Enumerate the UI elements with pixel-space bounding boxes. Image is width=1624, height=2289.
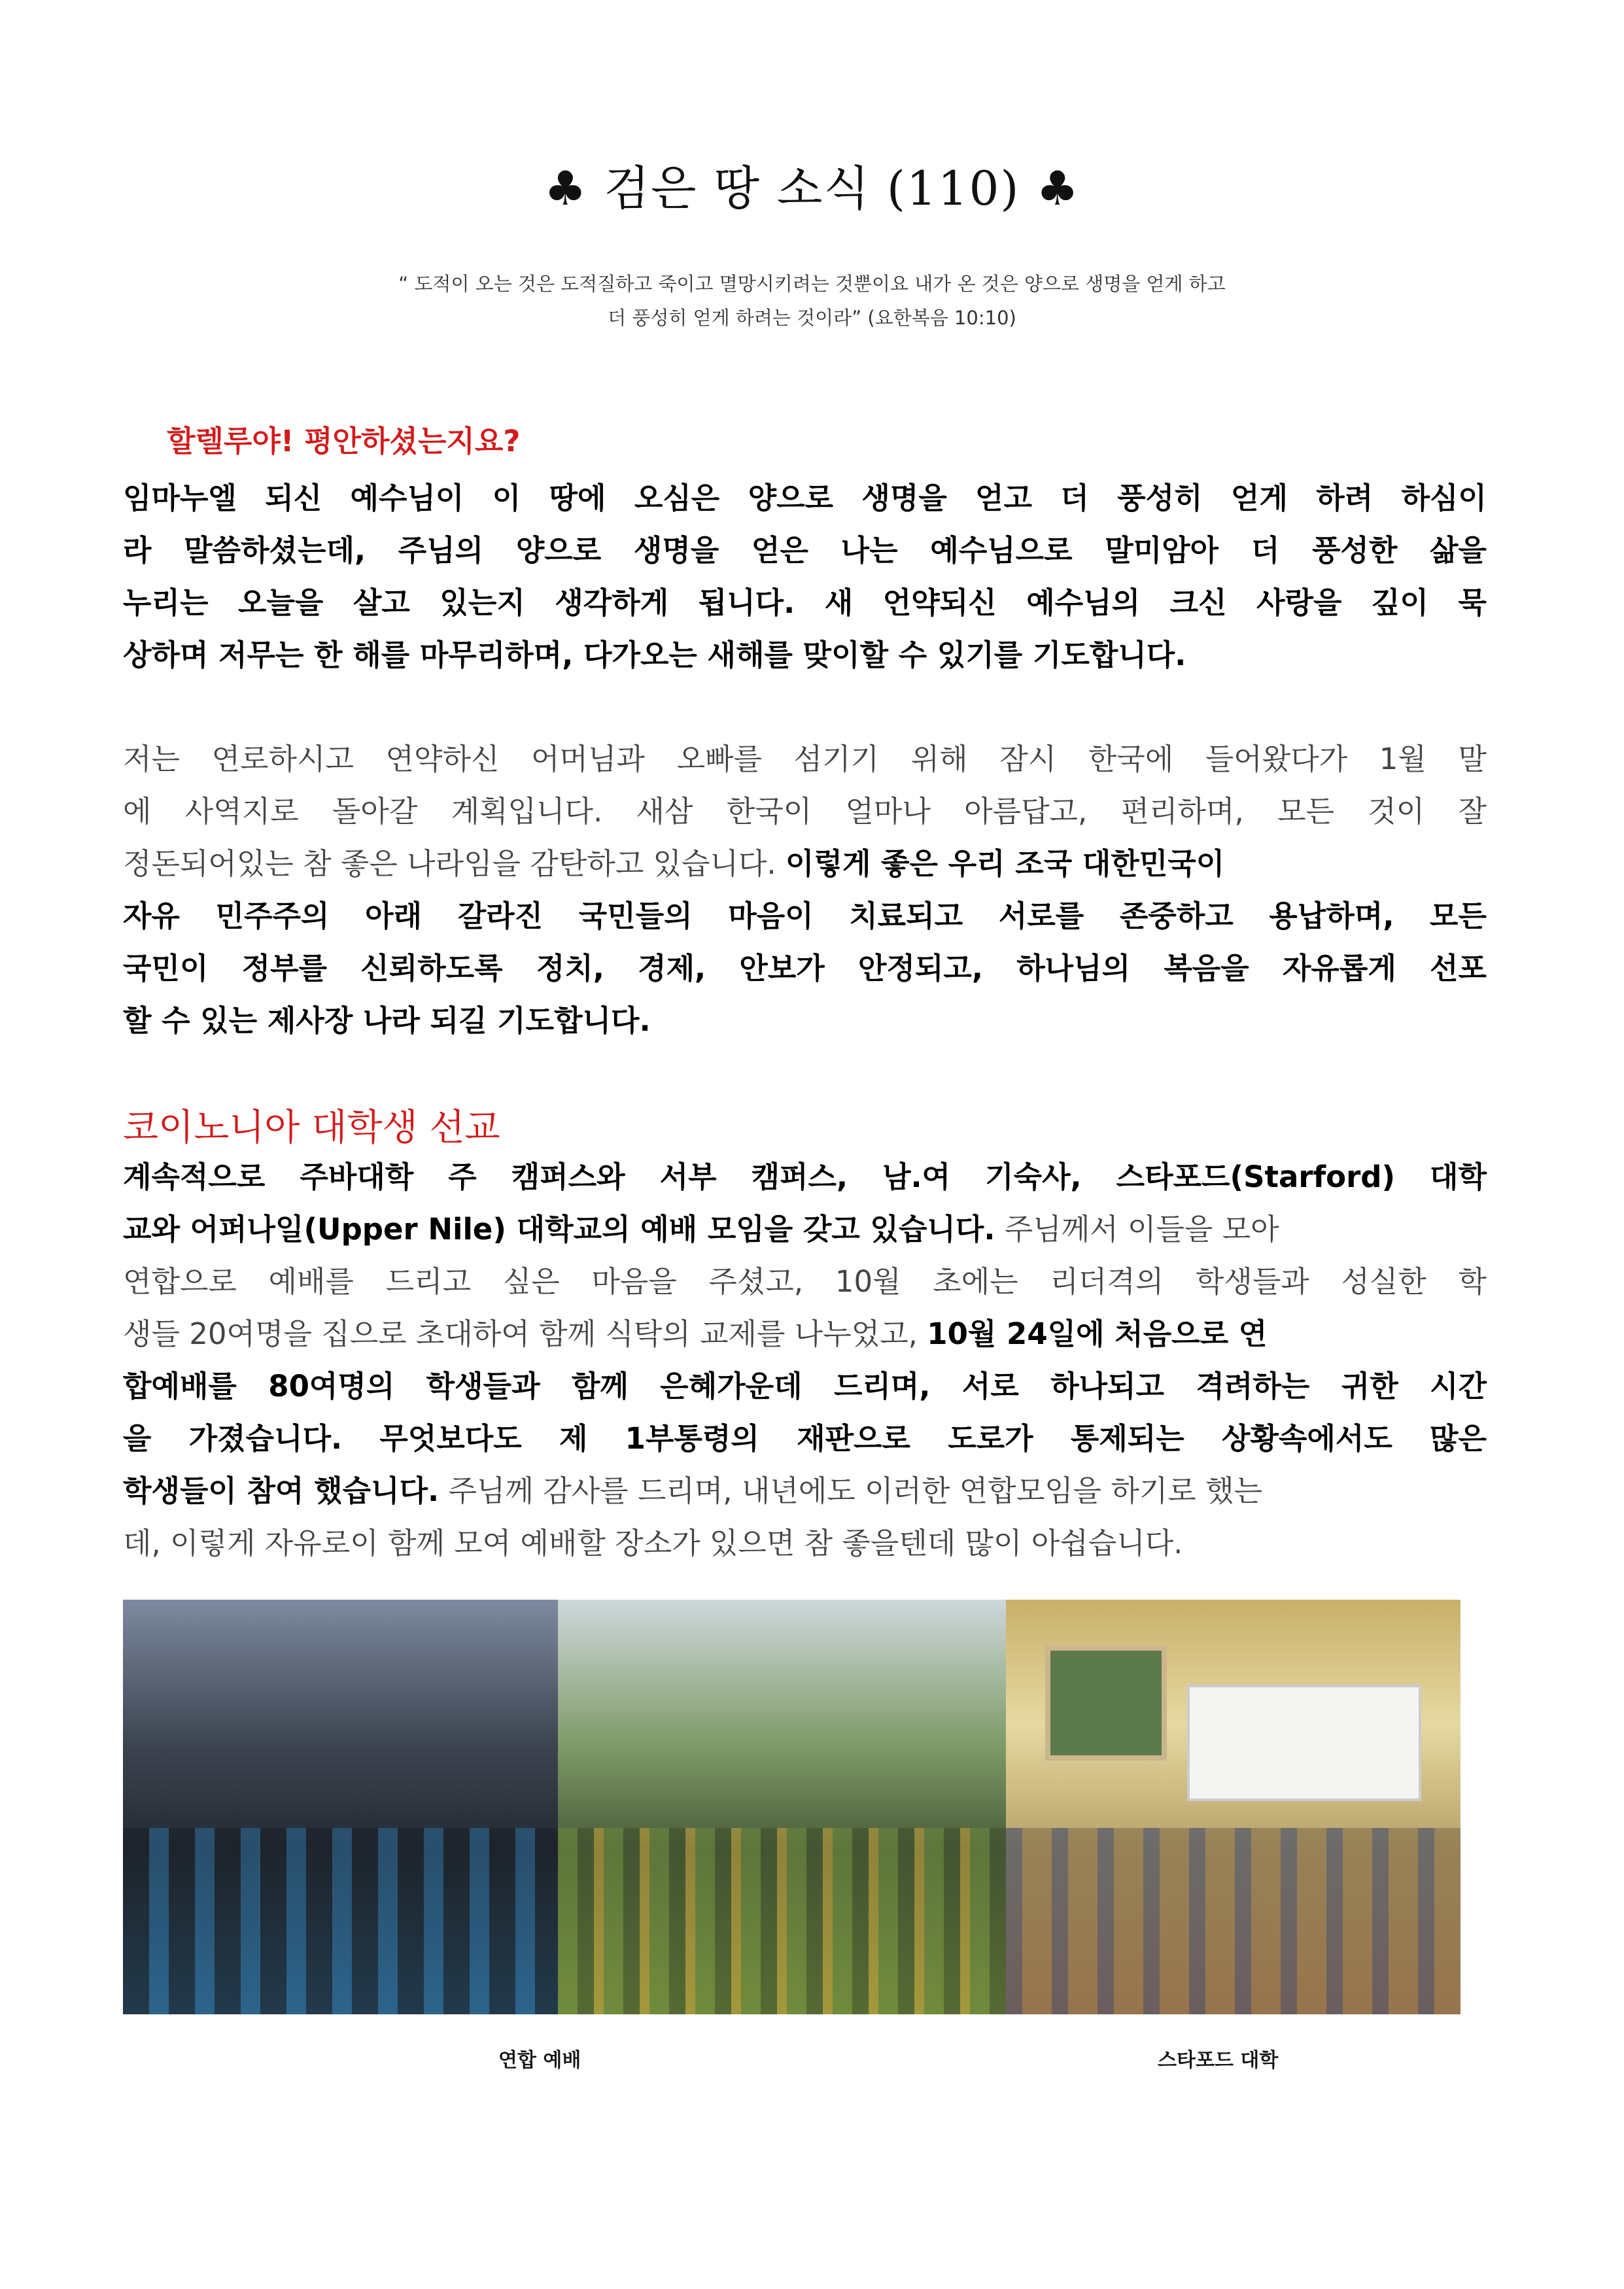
paragraph-line: 데, 이렇게 자유로이 함께 모여 예배할 장소가 있으면 참 좋을텐데 많이 아쉽습니다.	[123, 1526, 1183, 1560]
paragraph-line: 국민이 정부를 신뢰하도록 정치, 경제, 안보가 안정되고, 하나님의 복음을 자유롭게 선포	[123, 951, 1487, 986]
paragraph-line: 계속적으로 주바대학 주 캠퍼스와 서부 캠퍼스, 남.여 기숙사, 스타포드(Starford) 대학	[123, 1160, 1487, 1194]
paragraph-text: 주님께 감사를 드리며, 내년에도 이러한 연합모임을 하기로 했는	[439, 1473, 1263, 1508]
greeting: 할렐루야! 평안하셨는지요?	[167, 424, 521, 458]
section-paragraph	[123, 1151, 1487, 1570]
paragraph-bold-text: 10월 24일에 처음으로 연	[927, 1317, 1268, 1351]
verse-line: “ 도적이 오는 것은 도적질하고 죽이고 멸망시키려는 것뿐이요 내가 온 것은 양으로 생명을 얻게 하고	[398, 273, 1226, 295]
paragraph-line: 할 수 있는 제사장 나라 되길 기도합니다.	[123, 1003, 651, 1038]
intro-paragraph	[123, 472, 1487, 681]
paragraph-line	[123, 1465, 1487, 1517]
news-paragraph	[123, 733, 1487, 1047]
paragraph-bold-text: 학생들이 참여 했습니다.	[123, 1473, 440, 1508]
paragraph-line: 임마누엘 되신 예수님이 이 땅에 오심은 양으로 생명을 얻고 더 풍성히 얻게 하려 하심이	[123, 481, 1487, 515]
paragraph-line: 라 말씀하셨는데, 주님의 양으로 생명을 얻은 나는 예수님으로 말미암아 더 풍성한 삶을	[123, 533, 1487, 568]
club-icon: ♣	[1036, 161, 1080, 216]
group-photo	[558, 1600, 1006, 2014]
title-text: 검은 땅 소식 (110)	[604, 161, 1020, 216]
paragraph-bold-text: 교와 어퍼나일(Upper Nile) 대학교의 예배 모임을 갖고 있습니다.	[123, 1212, 995, 1247]
paragraph-line: 을 가졌습니다. 무엇보다도 제 1부통령의 재판으로 도로가 통제되는 상황속에서도 많은	[123, 1421, 1487, 1456]
paragraph-line: 저는 연로하시고 연약하신 어머님과 오빠를 섬기기 위해 잠시 한국에 들어왔다가 1월 말	[123, 742, 1487, 776]
classroom-photo	[1006, 1600, 1460, 2014]
paragraph-line	[123, 1308, 1487, 1360]
paragraph-line: 합예배를 80여명의 학생들과 함께 은혜가운데 드리며, 서로 하나되고 격려하는 귀한 시간	[123, 1369, 1487, 1403]
photo-caption-left: 연합 예배	[498, 2049, 581, 2072]
photo-strip	[123, 1600, 1460, 2014]
paragraph-bold-text: 이렇게 좋은 우리 조국 대한민국이	[786, 846, 1225, 881]
paragraph-line: 자유 민주주의 아래 갈라진 국민들의 마음이 치료되고 서로를 존중하고 용납하며, 모든	[123, 899, 1487, 933]
paragraph-line	[123, 838, 1487, 890]
paragraph-text: 주님께서 이들을 모아	[995, 1212, 1279, 1247]
section-title: 코이노니아 대학생 선교	[123, 1107, 500, 1149]
paragraph-text: 정돈되어있는 참 좋은 나라임을 감탄하고 있습니다.	[123, 846, 786, 881]
paragraph-line: 연합으로 예배를 드리고 싶은 마음을 주셨고, 10월 초에는 리더격의 학생들과 성실한 학	[123, 1264, 1487, 1299]
photo-caption-right: 스타포드 대학	[1158, 2049, 1279, 2072]
verse-line: 더 풍성히 얻게 하려는 것이라” (요한복음 10:10)	[608, 307, 1016, 329]
page-title	[0, 150, 1624, 218]
paragraph-line	[123, 1203, 1487, 1256]
paragraph-text: 생들 20여명을 집으로 초대하여 함께 식탁의 교제를 나누었고,	[123, 1317, 927, 1351]
club-icon: ♣	[544, 161, 588, 216]
paragraph-line: 누리는 오늘을 살고 있는지 생각하게 됩니다. 새 언약되신 예수님의 크신 사랑을 깊이 묵	[123, 585, 1487, 620]
paragraph-line: 상하며 저무는 한 해를 마무리하며, 다가오는 새해를 맞이할 수 있기를 기도합니다.	[123, 638, 1186, 672]
paragraph-line: 에 사역지로 돌아갈 계획입니다. 새삼 한국이 얼마나 아름답고, 편리하며, 모든 것이 잘	[123, 794, 1487, 829]
worship-photo	[123, 1600, 558, 2014]
bible-verse	[196, 267, 1428, 335]
